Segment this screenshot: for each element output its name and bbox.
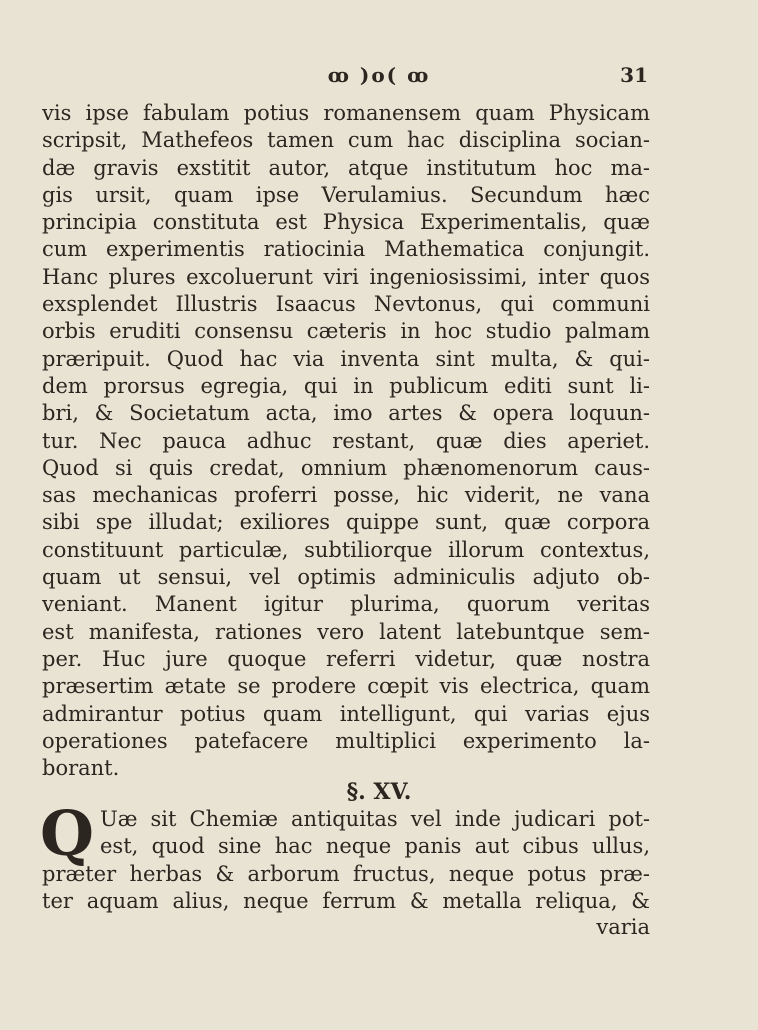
text-line: Quod si quis credat, omnium phænomenorum caus- [42, 455, 650, 480]
section-paragraph [40, 797, 650, 915]
text-line: tur. Nec pauca adhuc restant, quæ dies aperiet. [42, 428, 650, 453]
text-line: præter herbas & arborum fructus, neque potus præ- [42, 861, 650, 886]
text-line: scripsit, Mathefeos tamen cum hac disciplina socian- [42, 128, 650, 153]
text-line: operationes patefacere multiplici experimento la- [42, 728, 650, 753]
text-line: sibi spe illudat; exiliores quippe sunt, quæ corpora [42, 510, 650, 535]
text-line: ter aquam alius, neque ferrum & metalla reliqua, & [42, 888, 650, 913]
section-heading: §. XV. [346, 779, 412, 805]
text-line: Hanc plures excoluerunt viri ingeniosissimi, inter quos [42, 264, 650, 289]
catchword: varia [596, 915, 650, 939]
text-line: principia constituta est Physica Experimentalis, quæ [42, 210, 650, 235]
text-line: præripuit. Quod hac via inventa sint multa, & qui- [42, 346, 650, 371]
text-line: est manifesta, rationes vero latent latebuntque sem- [42, 619, 650, 644]
text-line: dem prorsus egregia, qui in publicum editi sunt li- [42, 373, 650, 398]
text-line: quam ut sensui, vel optimis adminiculis adjuto ob- [42, 565, 650, 590]
running-header [0, 60, 758, 90]
text-line: per. Huc jure quoque referri videtur, quæ nostra [42, 646, 650, 671]
text-line: veniant. Manent igitur plurima, quorum veritas [42, 592, 650, 617]
text-line: borant. [42, 756, 120, 781]
text-line: bri, & Societatum acta, imo artes & opera loquun- [42, 401, 650, 426]
text-line: cum experimentis ratiocinia Mathematica conjungit. [42, 237, 650, 262]
drop-cap-initial: Q [40, 797, 95, 870]
text-line: dæ gravis exstitit autor, atque institutum hoc ma- [42, 155, 650, 180]
body-text [42, 100, 650, 782]
text-line: vis ipse fabulam potius romanensem quam Physicam [42, 101, 650, 125]
text-line: constituunt particulæ, subtiliorque illorum contextus, [42, 537, 650, 562]
text-line: Uæ sit Chemiæ antiquitas vel inde judicari pot- [100, 807, 650, 831]
header-ornament: ꝏ )o( ꝏ [327, 63, 431, 87]
text-line: sas mechanicas proferri posse, hic viderit, ne vana [42, 483, 650, 508]
text-line: gis ursit, quam ipse Verulamius. Secundum hæc [42, 182, 650, 207]
text-line: est, quod sine hac neque panis aut cibus ullus, [100, 834, 650, 859]
text-line: orbis eruditi consensu cæteris in hoc studio palmam [42, 319, 650, 344]
text-line: admirantur potius quam intelligunt, qui varias ejus [42, 701, 650, 726]
text-line: exsplendet Illustris Isaacus Nevtonus, qui communi [42, 292, 650, 317]
page-number: 31 [620, 63, 648, 87]
text-line: præsertim ætate se prodere cœpit vis electrica, quam [42, 674, 650, 699]
